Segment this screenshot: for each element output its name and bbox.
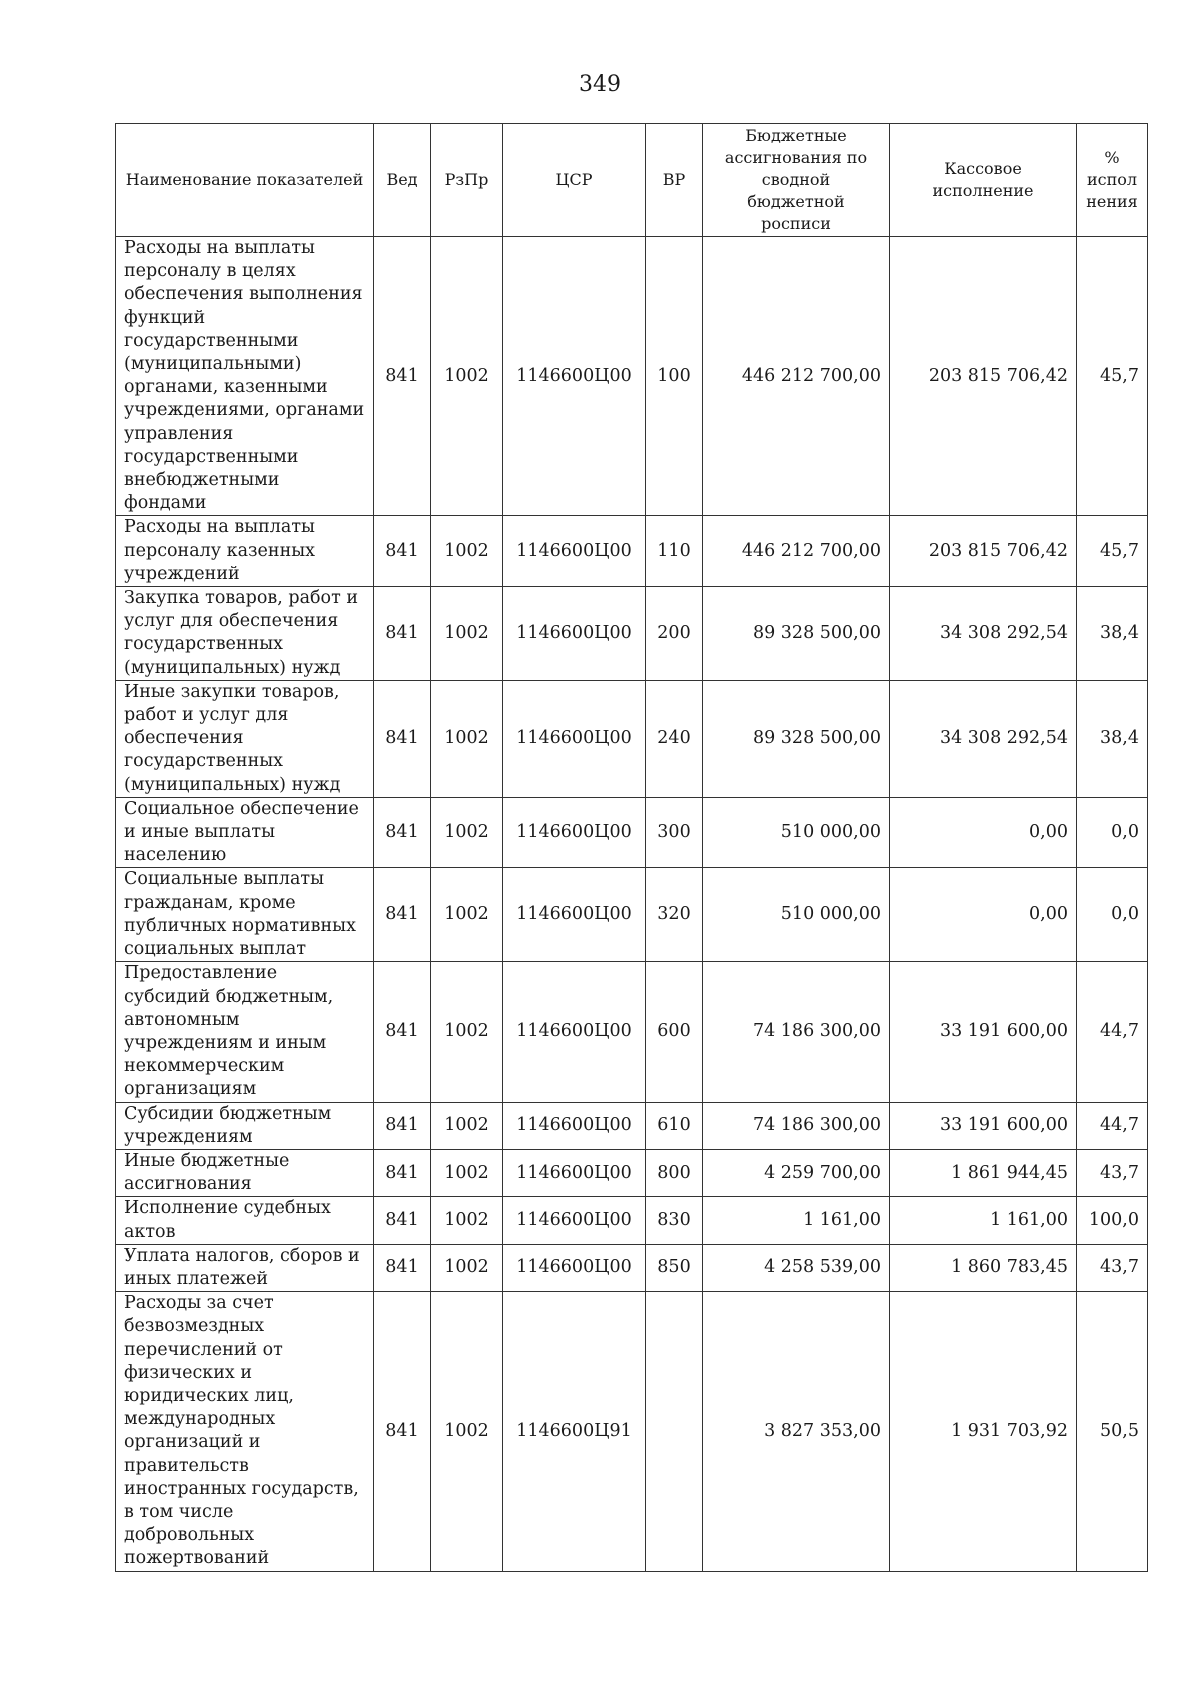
cell-name: Иные бюджетные ассигнования (116, 1149, 374, 1196)
cell-executed: 1 860 783,45 (890, 1244, 1077, 1291)
cell-csr: 1146600Ц00 (503, 1197, 646, 1244)
cell-budget: 510 000,00 (703, 868, 890, 962)
cell-csr: 1146600Ц00 (503, 1244, 646, 1291)
cell-vr: 830 (646, 1197, 703, 1244)
table-body (116, 237, 1148, 1572)
cell-name: Расходы на выплаты персоналу в целях обеспечения выполнения функций государственными (муниципальными) органами, казенными учреждениями, органами управления государственными внебюджетными фондами (116, 237, 374, 516)
cell-vr: 100 (646, 237, 703, 516)
cell-vr: 320 (646, 868, 703, 962)
cell-csr: 1146600Ц00 (503, 868, 646, 962)
page-number: 349 (579, 72, 621, 97)
header-percent: % испол нения (1077, 124, 1148, 237)
table-row (116, 962, 1148, 1102)
cell-percent: 0,0 (1077, 868, 1148, 962)
cell-rzpr: 1002 (431, 680, 503, 797)
header-rzpr: РзПр (431, 124, 503, 237)
cell-rzpr: 1002 (431, 516, 503, 587)
cell-ved: 841 (374, 1197, 431, 1244)
cell-ved: 841 (374, 1292, 431, 1571)
table-row (116, 680, 1148, 797)
cell-csr: 1146600Ц00 (503, 237, 646, 516)
table-row (116, 1149, 1148, 1196)
cell-csr: 1146600Ц00 (503, 587, 646, 681)
cell-ved: 841 (374, 237, 431, 516)
header-row (116, 124, 1148, 237)
table-row (116, 516, 1148, 587)
cell-vr: 850 (646, 1244, 703, 1291)
cell-budget: 3 827 353,00 (703, 1292, 890, 1571)
cell-percent: 43,7 (1077, 1149, 1148, 1196)
cell-executed: 203 815 706,42 (890, 516, 1077, 587)
cell-vr: 800 (646, 1149, 703, 1196)
cell-rzpr: 1002 (431, 1197, 503, 1244)
cell-percent: 45,7 (1077, 237, 1148, 516)
table-row (116, 587, 1148, 681)
table-row (116, 868, 1148, 962)
cell-name: Предоставление субсидий бюджетным, автономным учреждениям и иным некоммерческим организациям (116, 962, 374, 1102)
cell-name: Уплата налогов, сборов и иных платежей (116, 1244, 374, 1291)
cell-executed: 1 161,00 (890, 1197, 1077, 1244)
cell-name: Расходы за счет безвозмездных перечислений от физических и юридических лиц, международных организаций и правительств иностранных государств, в том числе добровольных пожертвований (116, 1292, 374, 1571)
cell-ved: 841 (374, 587, 431, 681)
cell-ved: 841 (374, 1149, 431, 1196)
cell-rzpr: 1002 (431, 587, 503, 681)
cell-executed: 1 931 703,92 (890, 1292, 1077, 1571)
cell-percent: 43,7 (1077, 1244, 1148, 1291)
cell-name: Закупка товаров, работ и услуг для обеспечения государственных (муниципальных) нужд (116, 587, 374, 681)
cell-ved: 841 (374, 680, 431, 797)
cell-percent: 38,4 (1077, 587, 1148, 681)
cell-ved: 841 (374, 797, 431, 868)
cell-percent: 50,5 (1077, 1292, 1148, 1571)
cell-csr: 1146600Ц00 (503, 962, 646, 1102)
cell-csr: 1146600Ц00 (503, 797, 646, 868)
cell-rzpr: 1002 (431, 1292, 503, 1571)
cell-budget: 89 328 500,00 (703, 680, 890, 797)
cell-rzpr: 1002 (431, 1102, 503, 1149)
cell-rzpr: 1002 (431, 962, 503, 1102)
cell-ved: 841 (374, 868, 431, 962)
cell-ved: 841 (374, 1244, 431, 1291)
cell-ved: 841 (374, 516, 431, 587)
table-row (116, 1244, 1148, 1291)
cell-name: Иные закупки товаров, работ и услуг для обеспечения государственных (муниципальных) нужд (116, 680, 374, 797)
table-row (116, 1197, 1148, 1244)
cell-percent: 44,7 (1077, 1102, 1148, 1149)
cell-csr: 1146600Ц00 (503, 516, 646, 587)
cell-csr: 1146600Ц00 (503, 680, 646, 797)
cell-budget: 74 186 300,00 (703, 1102, 890, 1149)
header-ved: Вед (374, 124, 431, 237)
cell-rzpr: 1002 (431, 1149, 503, 1196)
cell-vr: 300 (646, 797, 703, 868)
cell-name: Социальные выплаты гражданам, кроме публичных нормативных социальных выплат (116, 868, 374, 962)
cell-csr: 1146600Ц00 (503, 1102, 646, 1149)
cell-vr: 610 (646, 1102, 703, 1149)
cell-percent: 38,4 (1077, 680, 1148, 797)
cell-budget: 74 186 300,00 (703, 962, 890, 1102)
cell-percent: 100,0 (1077, 1197, 1148, 1244)
cell-percent: 45,7 (1077, 516, 1148, 587)
cell-name: Расходы на выплаты персоналу казенных учреждений (116, 516, 374, 587)
cell-ved: 841 (374, 1102, 431, 1149)
cell-executed: 33 191 600,00 (890, 1102, 1077, 1149)
header-budget: Бюджетные ассигнования по сводной бюджетной росписи (703, 124, 890, 237)
table-header (116, 124, 1148, 237)
cell-rzpr: 1002 (431, 797, 503, 868)
cell-vr: 110 (646, 516, 703, 587)
cell-budget: 446 212 700,00 (703, 237, 890, 516)
cell-executed: 1 861 944,45 (890, 1149, 1077, 1196)
header-csr: ЦСР (503, 124, 646, 237)
header-executed: Кассовое исполнение (890, 124, 1077, 237)
cell-vr: 240 (646, 680, 703, 797)
cell-executed: 34 308 292,54 (890, 587, 1077, 681)
cell-rzpr: 1002 (431, 868, 503, 962)
cell-executed: 33 191 600,00 (890, 962, 1077, 1102)
cell-executed: 0,00 (890, 868, 1077, 962)
cell-budget: 1 161,00 (703, 1197, 890, 1244)
header-vr: ВР (646, 124, 703, 237)
table-row (116, 237, 1148, 516)
cell-budget: 446 212 700,00 (703, 516, 890, 587)
cell-csr: 1146600Ц91 (503, 1292, 646, 1571)
cell-csr: 1146600Ц00 (503, 1149, 646, 1196)
cell-ved: 841 (374, 962, 431, 1102)
cell-name: Социальное обеспечение и иные выплаты населению (116, 797, 374, 868)
cell-budget: 89 328 500,00 (703, 587, 890, 681)
cell-budget: 510 000,00 (703, 797, 890, 868)
cell-percent: 44,7 (1077, 962, 1148, 1102)
cell-executed: 203 815 706,42 (890, 237, 1077, 516)
cell-rzpr: 1002 (431, 237, 503, 516)
table-row (116, 797, 1148, 868)
cell-vr (646, 1292, 703, 1571)
cell-executed: 34 308 292,54 (890, 680, 1077, 797)
cell-vr: 600 (646, 962, 703, 1102)
header-name: Наименование показателей (116, 124, 374, 237)
cell-name: Субсидии бюджетным учреждениям (116, 1102, 374, 1149)
cell-budget: 4 259 700,00 (703, 1149, 890, 1196)
cell-executed: 0,00 (890, 797, 1077, 868)
cell-budget: 4 258 539,00 (703, 1244, 890, 1291)
cell-percent: 0,0 (1077, 797, 1148, 868)
table-row (116, 1102, 1148, 1149)
cell-name: Исполнение судебных актов (116, 1197, 374, 1244)
budget-table (115, 123, 1148, 1572)
cell-vr: 200 (646, 587, 703, 681)
cell-rzpr: 1002 (431, 1244, 503, 1291)
table-row (116, 1292, 1148, 1571)
